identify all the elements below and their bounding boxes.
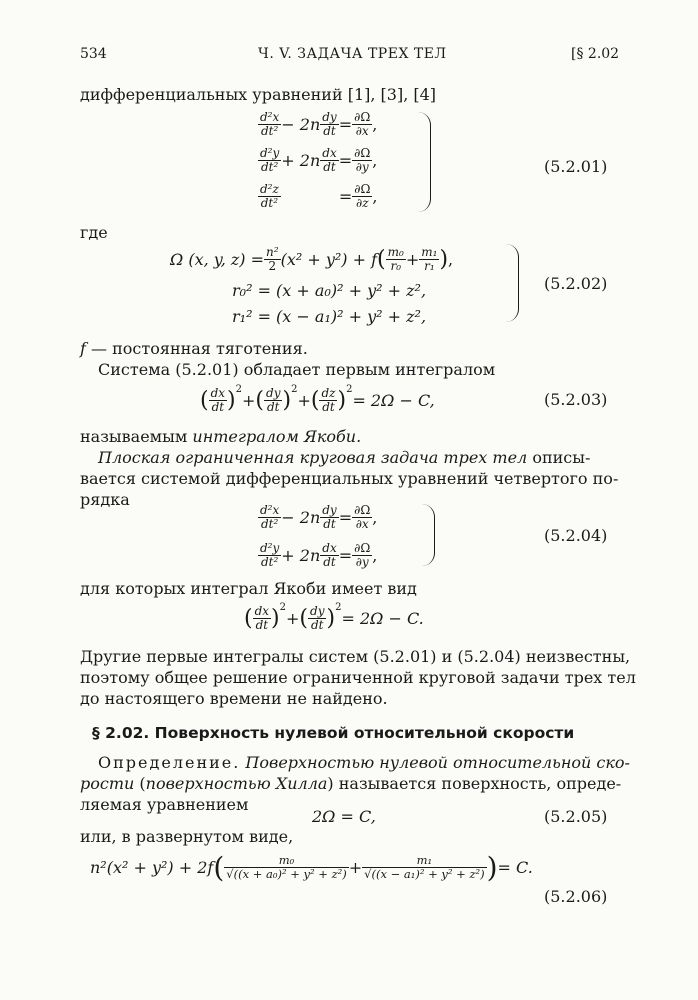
equation-number: (5.2.02) bbox=[544, 274, 608, 293]
right-brace bbox=[422, 504, 435, 566]
equation-row-z: $\frac{\text{d²z}}{\text{dt²}}$ = $\frac{\partial\Omega}{\partial z}$ , bbox=[260, 181, 378, 210]
where-text: где bbox=[80, 223, 108, 242]
equation-row-x: $\frac{\text{d²x}}{\text{dt²}}$ − 2n $\frac{dy}{dt}$ = $\frac{\partial\Omega}{\partial x}$ , bbox=[260, 502, 378, 531]
r0-definition: r₀² = (x + a₀)² + y² + z², bbox=[232, 281, 427, 300]
hill-surface-equation: 2Ω = C, bbox=[312, 807, 376, 826]
definition-line-1: Определение. Поверхностью нулевой относительной ско- bbox=[98, 753, 630, 772]
equation-row-y: $\frac{\text{d²y}}{\text{dt²}}$ + 2n $\frac{dx}{dt}$ = $\frac{\partial\Omega}{\partial y}$ , bbox=[260, 540, 378, 569]
planar-problem-line-3: рядка bbox=[80, 490, 130, 509]
equation-number: (5.2.06) bbox=[544, 887, 608, 906]
equation-number: (5.2.04) bbox=[544, 526, 608, 545]
equation-system-5-2-01 bbox=[258, 106, 377, 214]
page-number: 534 bbox=[80, 46, 107, 62]
definition-line-2: рости (поверхностью Хилла) называется поверхность, опреде- bbox=[80, 774, 622, 793]
planar-problem-line-1: Плоская ограниченная круговая задача трех тел описы- bbox=[98, 448, 591, 467]
gravity-constant-text: f — постоянная тяготения. bbox=[80, 339, 308, 358]
section-reference: [§ 2.02 bbox=[571, 46, 620, 62]
jacobi-integral-planar: ( $\frac{dx}{dt}$ ) $^2$ + ( $\frac{dy}{dt}$ ) $^2$ = 2Ω − C. bbox=[244, 602, 424, 632]
equation-system-5-2-02 bbox=[170, 242, 453, 276]
section-title: § 2.02. Поверхность нулевой относительной скорости bbox=[92, 724, 575, 742]
equation-row-y: $\frac{\text{d²y}}{\text{dt²}}$ + 2n $\frac{dx}{dt}$ = $\frac{\partial\Omega}{\partial y}$ , bbox=[260, 145, 378, 174]
jacobi-form-text: для которых интеграл Якоби имеет вид bbox=[80, 579, 417, 598]
intro-text: дифференциальных уравнений [1], [3], [4] bbox=[80, 85, 437, 104]
equation-number: (5.2.03) bbox=[544, 390, 608, 409]
right-brace bbox=[506, 244, 519, 322]
expanded-form-text: или, в развернутом виде, bbox=[80, 827, 294, 846]
other-integrals-line-2: поэтому общее решение ограниченной круговой задачи трех тел bbox=[80, 668, 636, 687]
jacobi-name-text: называемым интегралом Якоби. bbox=[80, 427, 362, 446]
running-title: Ч. V. ЗАДАЧА ТРЕХ ТЕЛ bbox=[258, 46, 447, 62]
r1-definition: r₁² = (x − a₁)² + y² + z², bbox=[232, 307, 427, 326]
hill-surface-expanded-equation: n²(x² + y²) + 2f ( $\frac{\text{m₀}}{\text{√((x + a₀)² + y² + z²)}}$ + $\frac{\text{m₁}}{\text{√((x − a₁)² + y² + z²)}}$ ) = C. bbox=[90, 850, 533, 884]
definition-line-3: ляемая уравнением bbox=[80, 795, 249, 814]
planar-problem-line-2: вается системой дифференциальных уравнений четвертого по- bbox=[80, 469, 619, 488]
other-integrals-line-1: Другие первые интегралы систем (5.2.01) и (5.2.04) неизвестны, bbox=[80, 647, 631, 666]
equation-system-5-2-04 bbox=[258, 498, 377, 574]
right-brace bbox=[418, 112, 431, 212]
jacobi-integral-5-2-03: ( $\frac{dx}{dt}$ ) $^2$ + ( $\frac{dy}{dt}$ ) $^2$ + ( $\frac{dz}{dt}$ ) $^2$ = 2Ω − C, bbox=[200, 384, 435, 414]
system-integral-text: Система (5.2.01) обладает первым интегралом bbox=[98, 360, 496, 379]
other-integrals-line-3: до настоящего времени не найдено. bbox=[80, 689, 388, 708]
equation-number: (5.2.05) bbox=[544, 807, 608, 826]
equation-row-x: $\frac{\text{d²x}}{\text{dt²}}$ − 2n $\frac{dy}{dt}$ = $\frac{\partial\Omega}{\partial x}$ , bbox=[260, 109, 378, 138]
equation-number: (5.2.01) bbox=[544, 157, 608, 176]
omega-definition: Ω (x, y, z) = $\frac{\text{n²}}{2}$ (x² + y²) + f ( $\frac{\text{m₀}}{\text{r₀}}$ + $\frac{\text{m₁}}{\text{r₁}}$ ) , bbox=[170, 244, 454, 273]
